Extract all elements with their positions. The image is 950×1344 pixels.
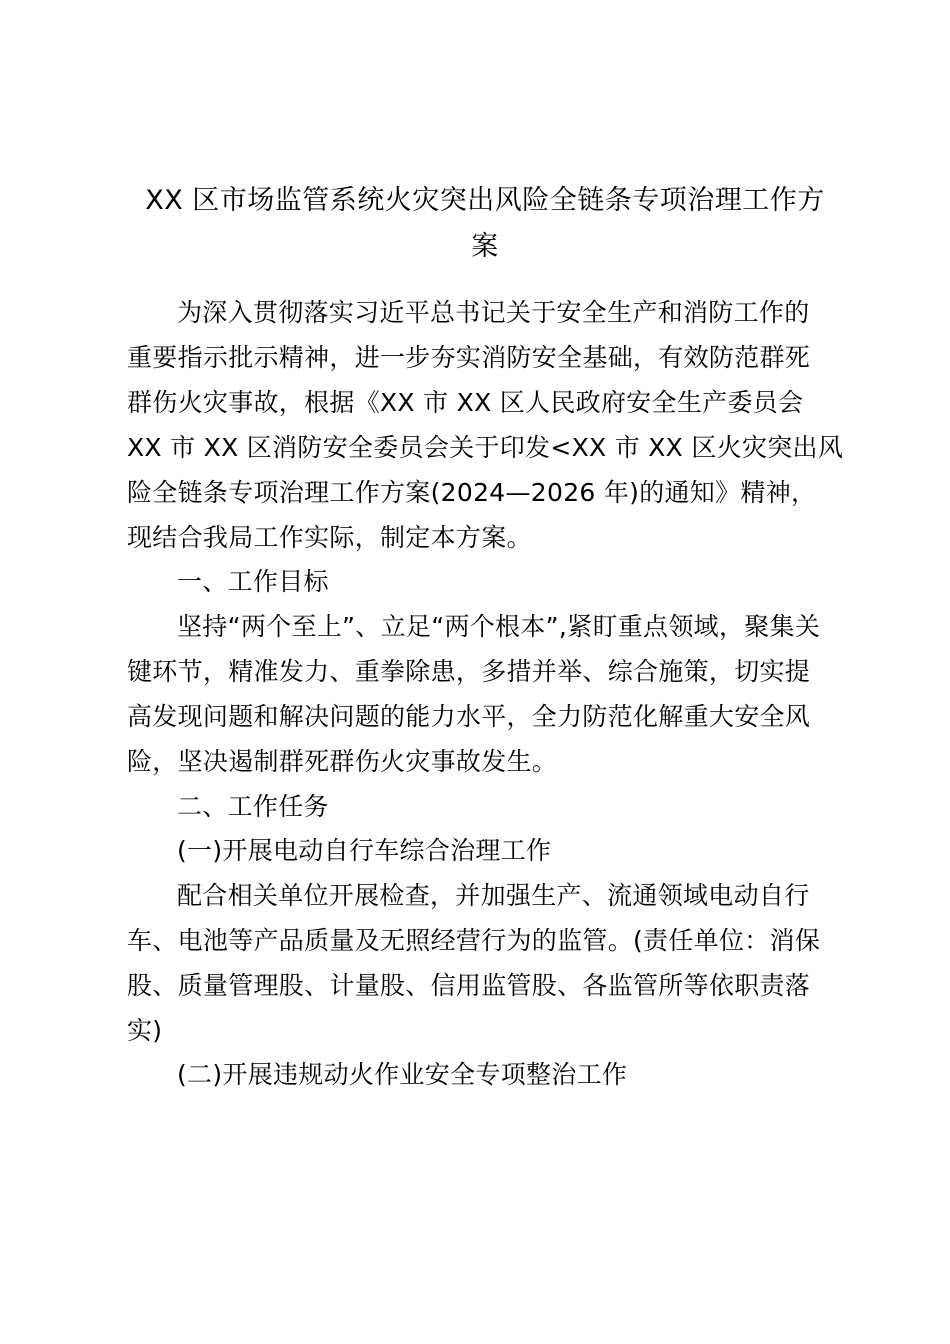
intro-paragraph-line-3: 群伤火灾事故，根据《XX 市 XX 区人民政府安全生产委员会 xyxy=(127,388,804,417)
intro-paragraph-line-5: 险全链条专项治理工作方案(2024—2026 年)的通知》精神， xyxy=(127,478,817,507)
section-heading-goals: 一、工作目标 xyxy=(177,567,329,596)
goals-paragraph-line-2: 键环节，精准发力、重拳除患，多措并举、综合施策，切实提 xyxy=(127,657,811,686)
intro-paragraph-line-2: 重要指示批示精神，进一步夯实消防安全基础，有效防范群死 xyxy=(127,343,811,372)
section-heading-tasks: 二、工作任务 xyxy=(177,792,329,821)
intro-paragraph-line-6: 现结合我局工作实际，制定本方案。 xyxy=(127,523,532,552)
title-line-1: XX 区市场监管系统火灾突出风险全链条专项治理工作方 xyxy=(145,185,825,216)
goals-paragraph-line-3: 高发现问题和解决问题的能力水平，全力防范化解重大安全风 xyxy=(127,702,811,731)
intro-paragraph-line-4: XX 市 XX 区消防安全委员会关于印发<XX 市 XX 区火灾突出风 xyxy=(127,433,844,462)
goals-paragraph-line-1: 坚持“两个至上”、立足“两个根本”,紧盯重点领域，聚集关 xyxy=(177,612,821,641)
task1-paragraph-line-4: 实) xyxy=(127,1016,163,1045)
task1-paragraph-line-1: 配合相关单位开展检查，并加强生产、流通领域电动自行 xyxy=(177,881,810,910)
document-title xyxy=(110,178,860,270)
title-line-2: 案 xyxy=(471,231,499,262)
goals-paragraph-line-4: 险，坚决遏制群死群伤火灾事故发生。 xyxy=(127,747,558,776)
task1-paragraph-line-2: 车、电池等产品质量及无照经营行为的监管。(责任单位：消保 xyxy=(127,926,821,955)
subsection-heading-1: (一)开展电动自行车综合治理工作 xyxy=(177,836,552,865)
subsection-heading-2: (二)开展违规动火作业安全专项整治工作 xyxy=(177,1060,628,1089)
intro-paragraph-line-1: 为深入贯彻落实习近平总书记关于安全生产和消防工作的 xyxy=(177,298,810,327)
task1-paragraph-line-3: 股、质量管理股、计量股、信用监管股、各监管所等依职责落 xyxy=(127,971,811,1000)
